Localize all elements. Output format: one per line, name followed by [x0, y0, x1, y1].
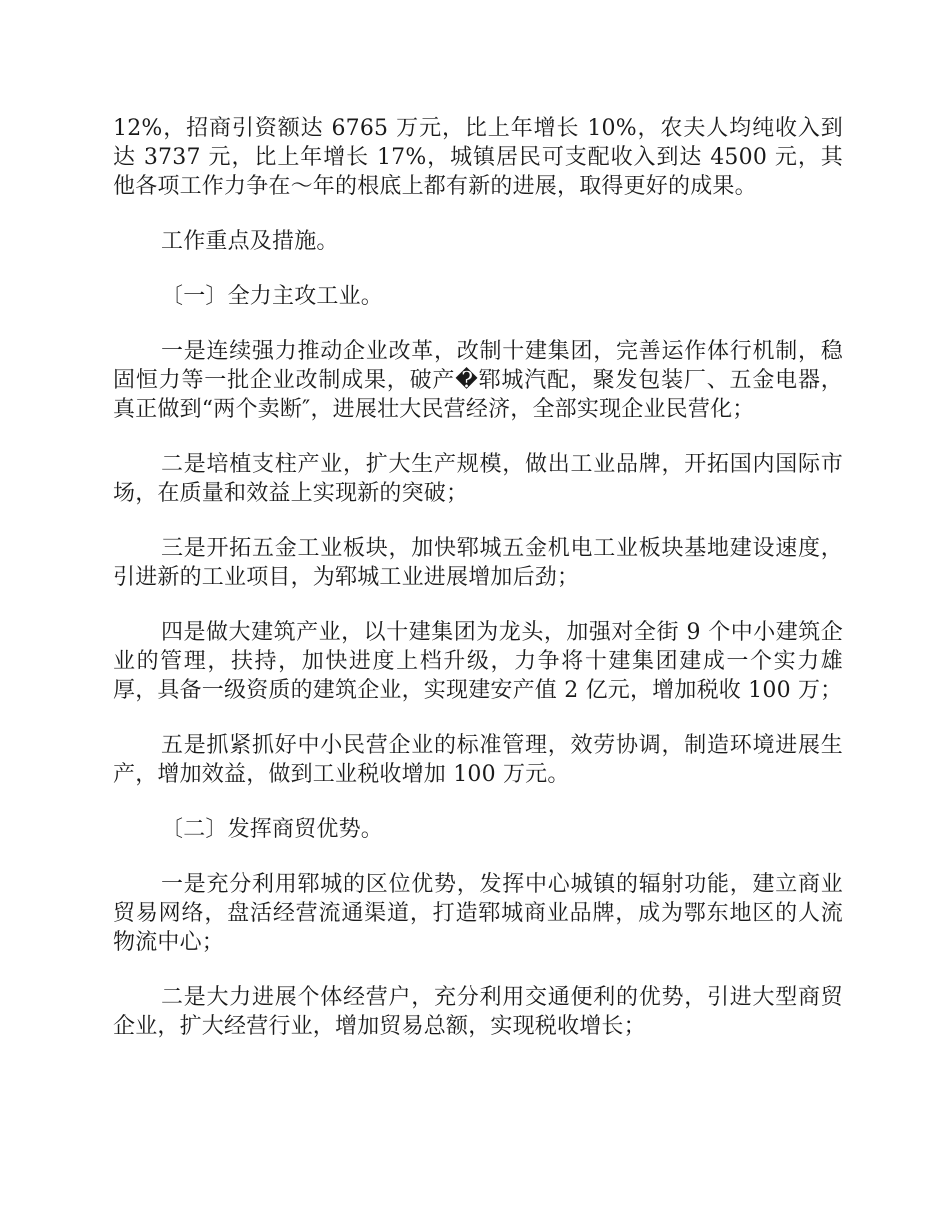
paragraph-industry-point-1: 一是连续强力推动企业改革，改制十建集团，完善运作体行机制，稳固恒力等一批企业改制成果，破产�郓城汽配，聚发包装厂、五金电器，真正做到“两个卖断″，进展壮大民营经济，全部实现企业民营化； [113, 339, 843, 422]
paragraph-work-focus-heading: 工作重点及措施。 [161, 229, 339, 254]
section-heading-industry: 〔一〕全力主攻工业。 [161, 284, 384, 309]
paragraph-targets-continuation: 12%，招商引资额达 6765 万元，比上年增长 10%，农夫人均纯收入到达 3737 元，比上年增长 17%，城镇居民可支配收入到达 4500 元，其他各项工作力争在～年的根底上都有新的进展，取得更好的成果。 [113, 116, 843, 199]
paragraph-commerce-point-2: 二是大力进展个体经营户，充分利用交通便利的优势，引进大型商贸企业，扩大经营行业，增加贸易总额，实现税收增长； [113, 985, 843, 1039]
paragraph-industry-point-4: 四是做大建筑产业，以十建集团为龙头，加强对全街 9 个中小建筑企业的管理，扶持，加快进度上档升级，力争将十建集团建成一个实力雄厚，具备一级资质的建筑企业，实现建安产值 2 亿元，增加税收 100 万； [113, 620, 843, 703]
section-heading-commerce: 〔二〕发挥商贸优势。 [161, 817, 384, 842]
paragraph-industry-point-3: 三是开拓五金工业板块，加快郓城五金机电工业板块基地建设速度，引进新的工业项目，为郓城工业进展增加后劲； [113, 536, 843, 590]
paragraph-industry-point-2: 二是培植支柱产业，扩大生产规模，做出工业品牌，开拓国内国际市场，在质量和效益上实现新的突破； [113, 452, 843, 506]
document-body [113, 114, 843, 1041]
paragraph-commerce-point-1: 一是充分利用郓城的区位优势，发挥中心城镇的辐射功能，建立商业贸易网络，盘活经营流通渠道，打造郓城商业品牌，成为鄂东地区的人流物流中心； [113, 872, 843, 955]
paragraph-industry-point-5: 五是抓紧抓好中小民营企业的标准管理，效劳协调，制造环境进展生产，增加效益，做到工业税收增加 100 万元。 [113, 733, 843, 787]
